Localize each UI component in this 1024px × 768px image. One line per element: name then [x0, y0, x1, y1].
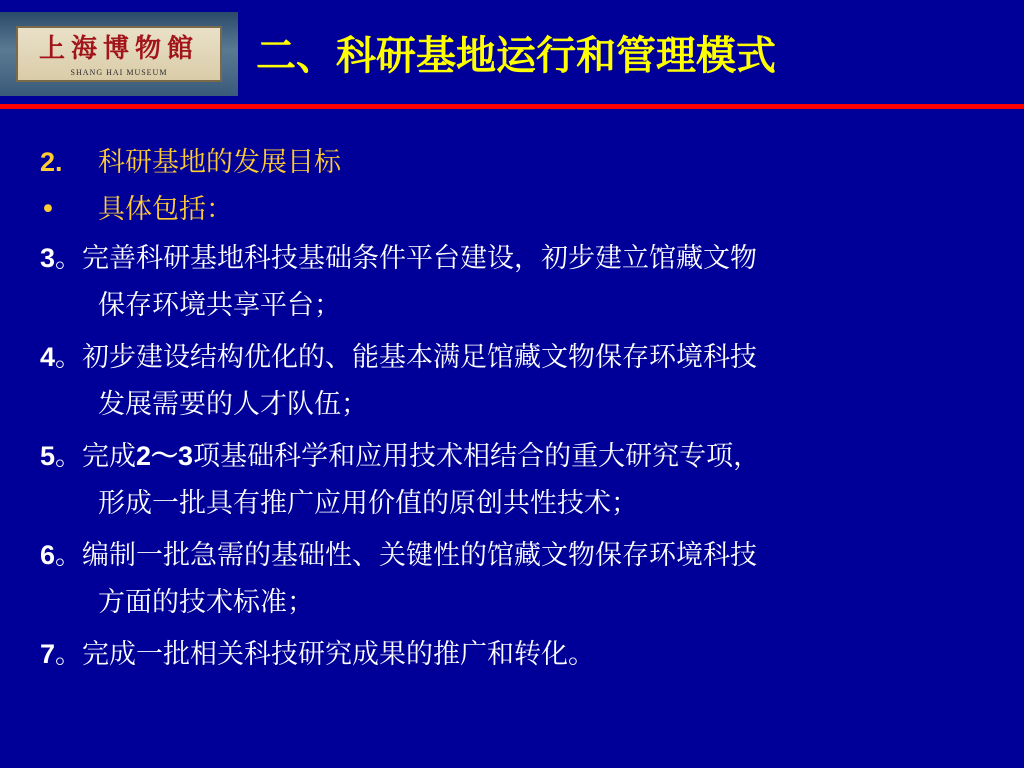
logo-text: 上海博物館 [38, 34, 199, 64]
title-divider [0, 104, 1024, 109]
bullet-line [40, 186, 980, 234]
item-continuation: 保存环境共享平台； [98, 290, 341, 321]
item-text: 。完成一批相关科技研究成果的推广和转化。 [55, 639, 596, 670]
section-heading-text: 科研基地的发展目标 [98, 147, 341, 178]
list-item-5 [40, 432, 980, 528]
item-number: 7 [40, 639, 56, 669]
list-item-line [40, 432, 980, 480]
item-text: 。完善科研基地科技基础条件平台建设，初步建立馆藏文物 [55, 243, 758, 274]
list-item-6 [40, 531, 980, 627]
slide-content [40, 138, 980, 681]
slide-title: 二、科研基地运行和管理模式 [256, 33, 776, 79]
bullet-icon: • [40, 194, 56, 225]
bullet-text: 具体包括： [98, 194, 233, 225]
list-item-line [40, 630, 980, 678]
item-text: 。初步建设结构优化的、能基本满足馆藏文物保存环境科技 [55, 342, 758, 373]
section-number: 2. [40, 147, 63, 177]
item-text: 。完成 [55, 441, 137, 472]
logo-plaque [16, 26, 222, 82]
item-continuation: 形成一批具有推广应用价值的原创共性技术； [98, 488, 638, 519]
item-number: 4 [40, 342, 56, 372]
list-item-line [40, 234, 980, 282]
list-item-line [40, 531, 980, 579]
item-range: 2～3 [136, 441, 194, 471]
list-item-7 [40, 630, 980, 678]
list-item-4 [40, 333, 980, 429]
section-heading [40, 138, 980, 186]
logo-subtitle: SHANG HAI MUSEUM [70, 68, 168, 77]
item-number: 6 [40, 540, 56, 570]
item-number: 3 [40, 243, 56, 273]
item-number: 5 [40, 441, 56, 471]
item-continuation: 发展需要的人才队伍； [98, 389, 368, 420]
item-continuation: 方面的技术标准； [98, 587, 314, 618]
museum-logo [0, 12, 238, 96]
list-item-3 [40, 234, 980, 330]
item-text: 项基础科学和应用技术相结合的重大研究专项， [193, 441, 761, 472]
item-text: 。编制一批急需的基础性、关键性的馆藏文物保存环境科技 [55, 540, 758, 571]
list-item-line [40, 333, 980, 381]
